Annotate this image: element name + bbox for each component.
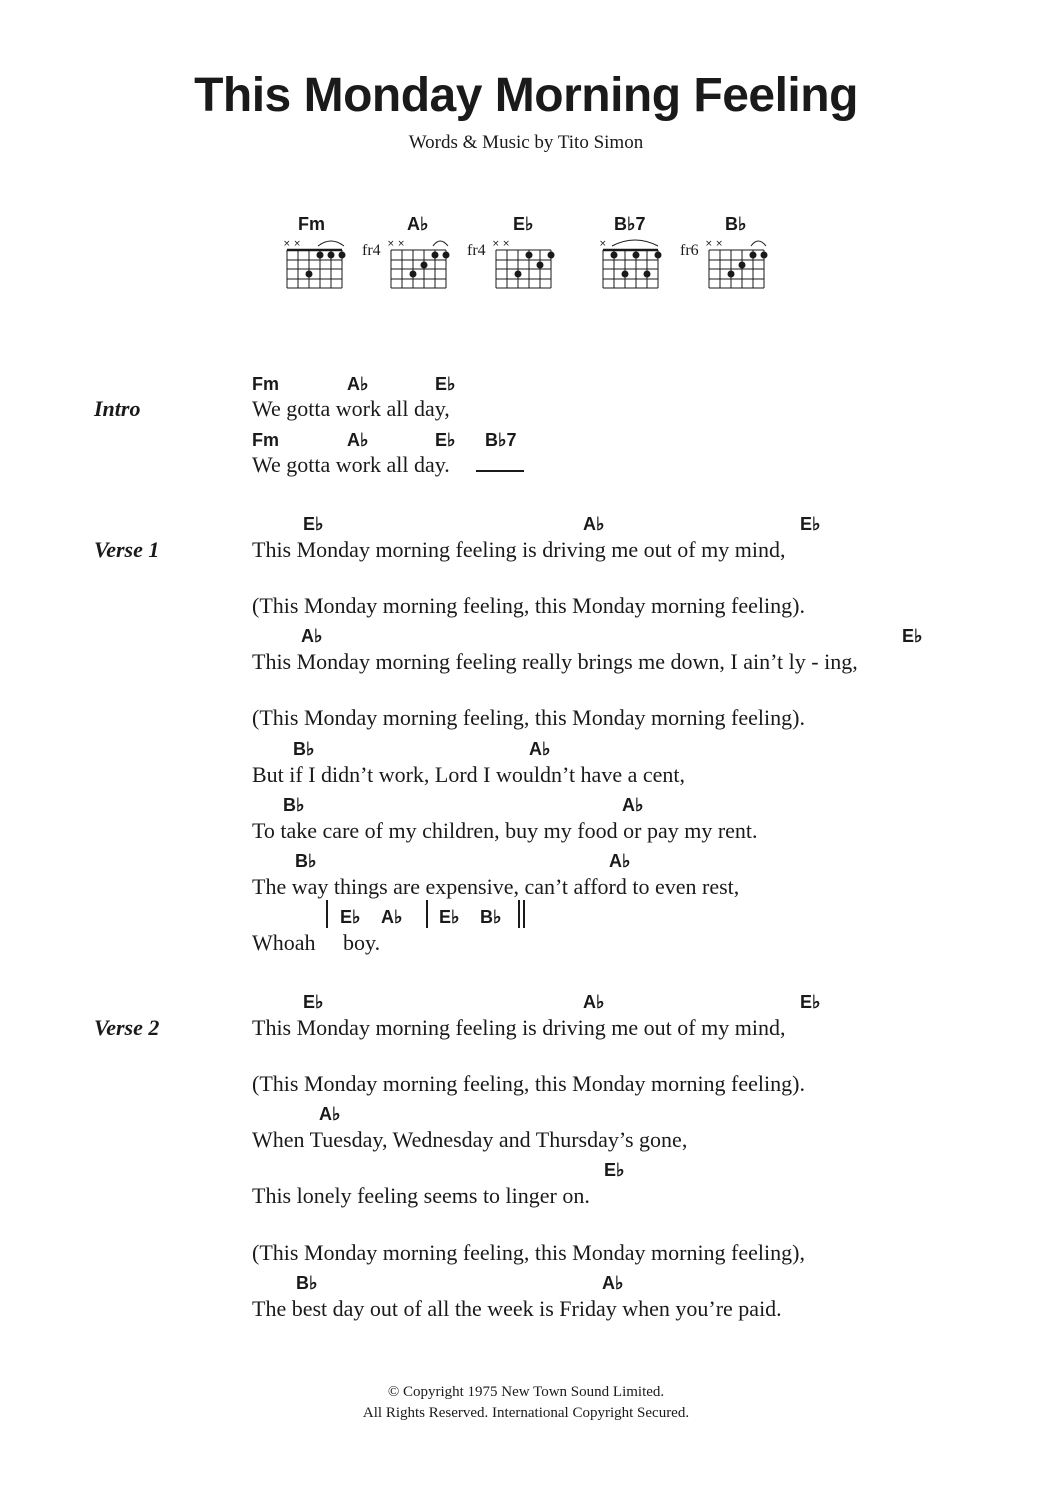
- svg-text:×: ×: [599, 239, 607, 249]
- fretboard-grid: [282, 238, 352, 318]
- section-label-verse2: Verse 2: [94, 1015, 160, 1040]
- chord-label: E♭: [902, 626, 923, 646]
- bar-line: [326, 900, 328, 928]
- svg-text:× ×: × ×: [705, 239, 723, 249]
- diagram-name: E♭: [513, 214, 534, 234]
- chord-label: Fm: [252, 374, 279, 394]
- chord-label: E♭: [800, 992, 821, 1012]
- diagram-name: A♭: [407, 214, 429, 234]
- chord-label: A♭: [583, 514, 605, 534]
- chord-label: A♭: [529, 739, 551, 759]
- chord-label: A♭: [381, 907, 403, 927]
- chord-label: B♭: [293, 739, 315, 759]
- chord-label: E♭: [435, 430, 456, 450]
- diagram-name: B♭7: [614, 214, 646, 234]
- rights-line: All Rights Reserved. International Copyright Secured.: [362, 1405, 690, 1421]
- lyric-line: Whoah: [252, 930, 316, 955]
- lyric-line: (This Monday morning feeling, this Monday morning feeling).: [252, 1071, 805, 1096]
- bar-line: [426, 900, 428, 928]
- fretboard-grid: [704, 238, 794, 318]
- chord-label: B♭: [283, 795, 305, 815]
- fret-position-label: fr4: [362, 242, 381, 259]
- lyric-line: (This Monday morning feeling, this Monday morning feeling).: [252, 593, 805, 618]
- chord-label: A♭: [301, 626, 323, 646]
- chord-label: A♭: [622, 795, 644, 815]
- chord-label: E♭: [439, 907, 460, 927]
- fret-position-label: fr4: [467, 242, 486, 259]
- lyric-line: We gotta work all day,: [252, 396, 450, 421]
- chord-label: E♭: [435, 374, 456, 394]
- fret-position-label: fr6: [680, 242, 699, 259]
- lyric-line: The way things are expensive, can’t afford to even rest,: [252, 874, 740, 899]
- chord-label: A♭: [609, 851, 631, 871]
- lyric-line: When Tuesday, Wednesday and Thursday’s gone,: [252, 1127, 688, 1152]
- chord-label: E♭: [303, 992, 324, 1012]
- lyric-line: We gotta work all day.: [252, 452, 450, 477]
- section-label-intro: Intro: [94, 396, 141, 421]
- chord-label: A♭: [602, 1273, 624, 1293]
- fretboard-grid: [491, 238, 581, 318]
- svg-text:× ×: × ×: [492, 239, 510, 249]
- lyric-line: To take care of my children, buy my food or pay my rent.: [252, 818, 758, 843]
- fretboard-grid: [386, 238, 476, 318]
- lyric-line: This Monday morning feeling is driving me out of my mind,: [252, 537, 786, 562]
- svg-text:× ×: × ×: [283, 239, 301, 249]
- lyric-line: This lonely feeling seems to linger on.: [252, 1183, 590, 1208]
- fretboard-grid: [598, 238, 668, 318]
- bar-line: [518, 900, 520, 928]
- chord-label: A♭: [347, 374, 369, 394]
- bar-line: [523, 900, 525, 928]
- lyric-line: (This Monday morning feeling, this Monday morning feeling).: [252, 705, 805, 730]
- chord-label: E♭: [800, 514, 821, 534]
- chord-label: B♭: [295, 851, 317, 871]
- chord-label: B♭7: [485, 430, 517, 450]
- svg-text:× ×: × ×: [387, 239, 405, 249]
- chord-label: A♭: [583, 992, 605, 1012]
- chord-diagrams: [0, 212, 1052, 302]
- lyric-line: boy.: [343, 930, 381, 955]
- diagram-name: Fm: [298, 214, 325, 234]
- chord-label: E♭: [340, 907, 361, 927]
- chord-label: E♭: [303, 514, 324, 534]
- lyric-line: But if I didn’t work, Lord I wouldn’t have a cent,: [252, 762, 685, 787]
- lyric-line: (This Monday morning feeling, this Monday morning feeling),: [252, 1240, 805, 1265]
- diagram-name: B♭: [725, 214, 747, 234]
- chord-label: A♭: [319, 1104, 341, 1124]
- section-label-verse1: Verse 1: [94, 537, 160, 562]
- song-credit: Words & Music by Tito Simon: [408, 132, 644, 153]
- hold-line: [476, 470, 524, 472]
- chord-label: A♭: [347, 430, 369, 450]
- chord-label: Fm: [252, 430, 279, 450]
- lyric-line: This Monday morning feeling really brings me down, I ain’t ly - ing,: [252, 649, 858, 674]
- lyric-line: The best day out of all the week is Friday when you’re paid.: [252, 1296, 782, 1321]
- chord-label: B♭: [480, 907, 502, 927]
- copyright-line: © Copyright 1975 New Town Sound Limited.: [387, 1384, 665, 1400]
- chord-label: B♭: [296, 1273, 318, 1293]
- lyric-line: This Monday morning feeling is driving me out of my mind,: [252, 1015, 786, 1040]
- song-title: This Monday Morning Feeling: [194, 69, 858, 122]
- chord-label: E♭: [604, 1160, 625, 1180]
